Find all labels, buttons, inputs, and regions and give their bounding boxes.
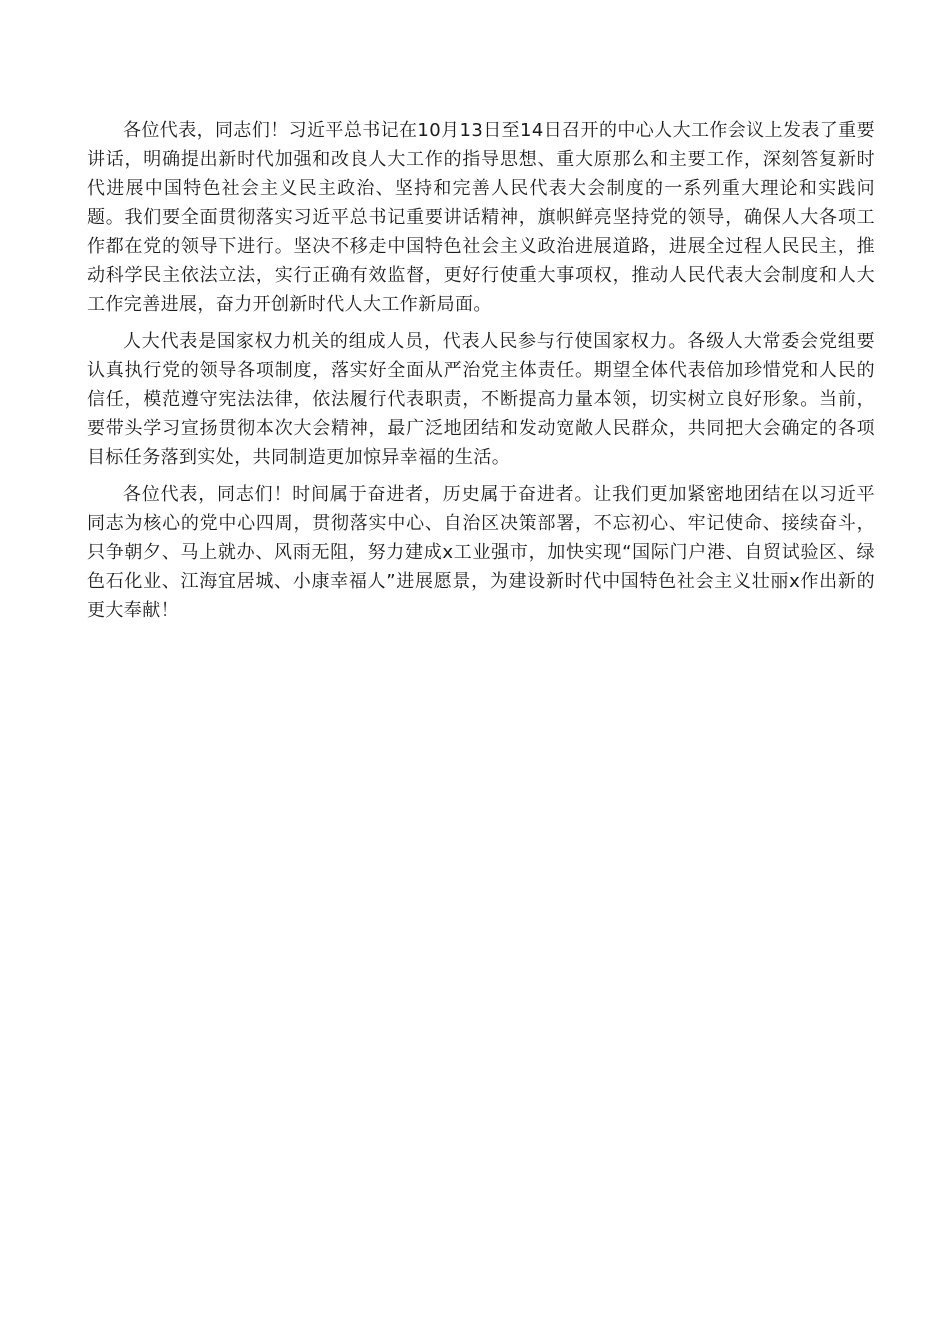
document-body xyxy=(87,116,875,633)
paragraph-1: 各位代表，同志们！习近平总书记在10月13日至14日召开的中心人大工作会议上发表了重要讲话，明确提出新时代加强和改良人大工作的指导思想、重大原那么和主要工作，深刻答复新时代进展中国特色社会主义民主政治、坚持和完善人民代表大会制度的一系列重大理论和实践问题。我们要全面贯彻落实习近平总书记重要讲话精神，旗帜鲜亮坚持党的领导，确保人大各项工作都在党的领导下进行。坚决不移走中国特色社会主义政治进展道路，进展全过程人民民主，推动科学民主依法立法，实行正确有效监督，更好行使重大事项权，推动人民代表大会制度和人大工作完善进展，奋力开创新时代人大工作新局面。 xyxy=(87,120,875,315)
paragraph-2: 人大代表是国家权力机关的组成人员，代表人民参与行使国家权力。各级人大常委会党组要认真执行党的领导各项制度，落实好全面从严治党主体责任。期望全体代表倍加珍惜党和人民的信任，模范遵守宪法法律，依法履行代表职责，不断提高力量本领，切实树立良好形象。当前，要带头学习宣扬贯彻本次大会精神，最广泛地团结和发动宽敞人民群众，共同把大会确定的各项目标任务落到实处，共同制造更加惊异幸福的生活。 xyxy=(87,331,875,468)
paragraph-3: 各位代表，同志们！时间属于奋进者，历史属于奋进者。让我们更加紧密地团结在以习近平同志为核心的党中心四周，贯彻落实中心、自治区决策部署，不忘初心、牢记使命、接续奋斗，只争朝夕、马上就办、风雨无阻，努力建成x工业强市，加快实现“国际门户港、自贸试验区、绿色石化业、江海宜居城、小康幸福人”进展愿景，为建设新时代中国特色社会主义壮丽x作出新的更大奉献！ xyxy=(87,484,875,621)
